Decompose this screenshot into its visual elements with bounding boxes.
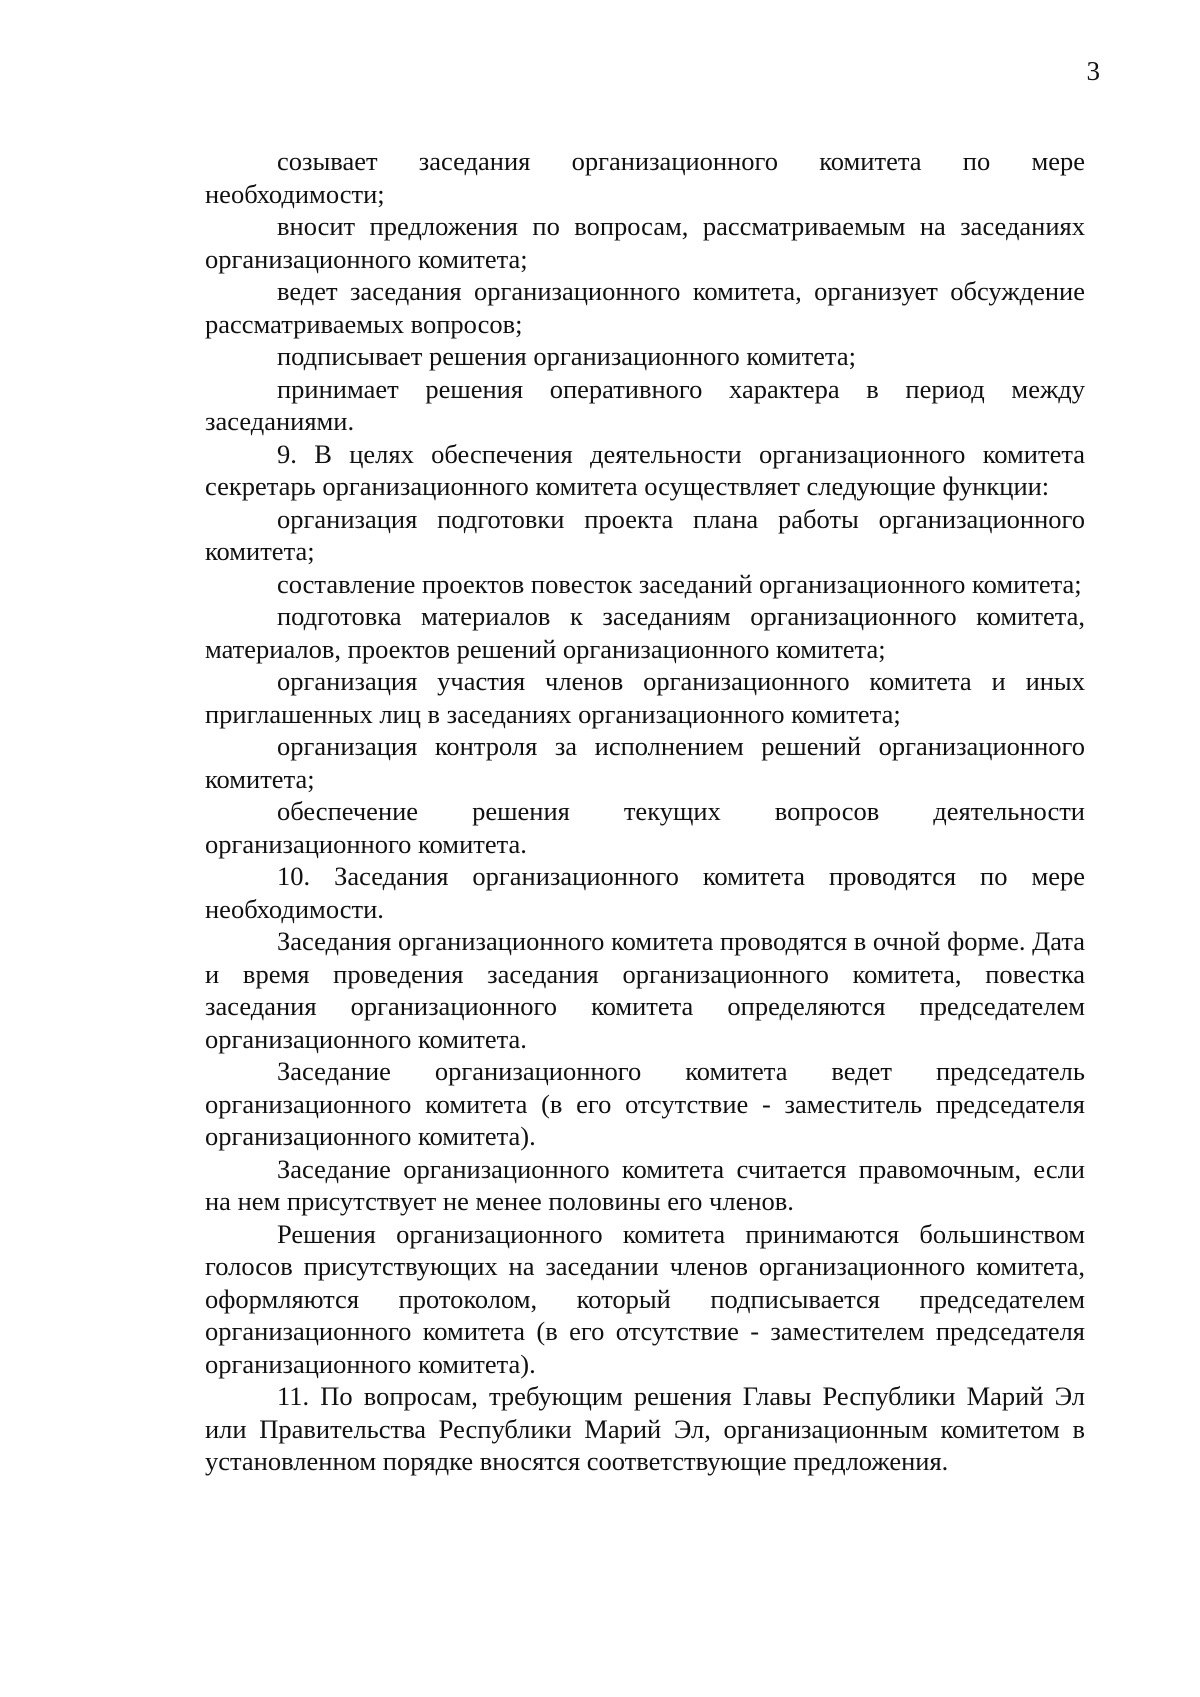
- paragraph: организация подготовки проекта плана работы организационного комитета;: [205, 503, 1085, 566]
- paragraph: ведет заседания организационного комитета, организует обсуждение рассматриваемых вопросов;: [205, 276, 1085, 339]
- paragraph: вносит предложения по вопросам, рассматриваемым на заседаниях организационного комитета;: [205, 211, 1085, 274]
- paragraph: подписывает решения организационного комитета;: [277, 341, 856, 371]
- paragraph: принимает решения оперативного характера в период между заседаниями.: [205, 373, 1085, 436]
- document-body: [205, 145, 1085, 1478]
- paragraph: организация контроля за исполнением решений организационного комитета;: [205, 731, 1085, 794]
- paragraph: организация участия членов организационного комитета и иных приглашенных лиц в заседаниях организационного комитета;: [205, 666, 1085, 729]
- paragraph: Решения организационного комитета принимаются большинством голосов присутствующих на заседании членов организационного комитета, оформляются протоколом, который подписывается председателем организационного комитета (в его отсутствие - заместителем председателя организационного комитета).: [205, 1218, 1085, 1379]
- paragraph: созывает заседания организационного комитета по мере необходимости;: [205, 146, 1085, 209]
- paragraph: подготовка материалов к заседаниям организационного комитета, материалов, проектов решений организационного комитета;: [205, 601, 1085, 664]
- paragraph: обеспечение решения текущих вопросов деятельности организационного комитета.: [205, 796, 1085, 859]
- paragraph: Заседание организационного комитета ведет председатель организационного комитета (в его отсутствие - заместитель председателя организационного комитета).: [205, 1056, 1085, 1151]
- paragraph: 11. По вопросам, требующим решения Главы Республики Марий Эл или Правительства Республики Марий Эл, организационным комитетом в установленном порядке вносятся соответствующие предложения.: [205, 1381, 1085, 1476]
- paragraph: 9. В целях обеспечения деятельности организационного комитета секретарь организационного комитета осуществляет следующие функции:: [205, 438, 1085, 501]
- paragraph: Заседания организационного комитета проводятся в очной форме. Дата и время проведения заседания организационного комитета, повестка заседания организационного комитета определяются председателем организационного комитета.: [205, 926, 1085, 1054]
- page-number: 3: [1086, 56, 1100, 86]
- paragraph: составление проектов повесток заседаний организационного комитета;: [277, 568, 1082, 599]
- paragraph: Заседание организационного комитета считается правомочным, если на нем присутствует не менее половины его членов.: [205, 1153, 1085, 1216]
- paragraph: 10. Заседания организационного комитета проводятся по мере необходимости.: [205, 861, 1085, 924]
